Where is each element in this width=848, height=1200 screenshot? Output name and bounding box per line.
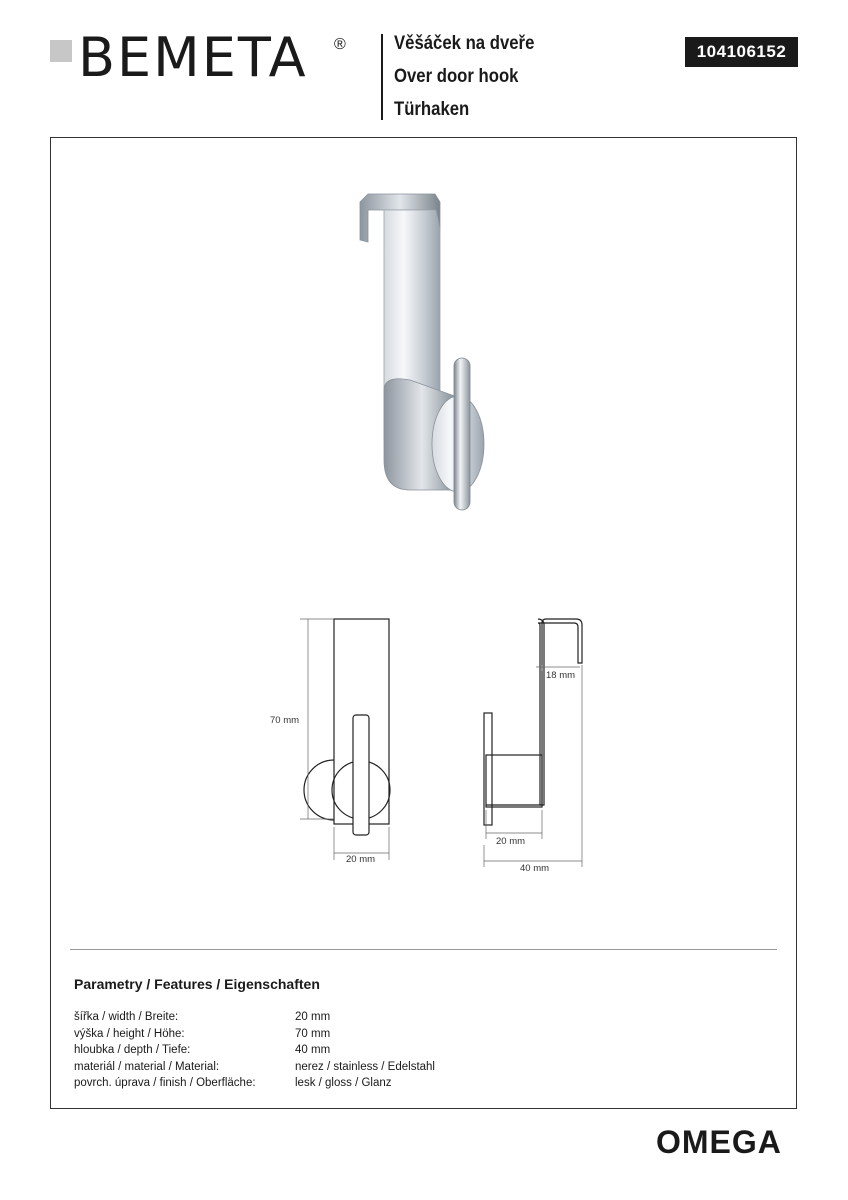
spec-label: výška / height / Höhe: (74, 1028, 185, 1040)
spec-label: povrch. úprava / finish / Oberfläche: (74, 1077, 256, 1089)
product-code-badge: 104106152 (685, 37, 798, 67)
dim-total-depth-label: 40 mm (520, 863, 550, 874)
features-divider (70, 949, 777, 950)
product-title-cs: Věšáček na dveře (394, 33, 535, 54)
side-view-rod (484, 713, 492, 825)
logo-accent-square (50, 40, 72, 62)
header-divider (381, 34, 383, 120)
spec-value: 40 mm (295, 1044, 331, 1056)
technical-drawing (250, 605, 610, 885)
spec-value: 20 mm (295, 1011, 331, 1023)
dim-height-label: 70 mm (270, 715, 300, 726)
registered-mark: ® (334, 36, 346, 53)
product-title-de: Türhaken (394, 99, 470, 120)
features-title: Parametry / Features / Eigenschaften (74, 976, 320, 992)
brand-logo: BEMETA (78, 26, 308, 89)
spec-value: nerez / stainless / Edelstahl (295, 1061, 435, 1073)
product-title-en: Over door hook (394, 66, 519, 87)
spec-label: materiál / material / Material: (74, 1061, 220, 1073)
product-photo (340, 190, 520, 520)
spec-label: šířka / width / Breite: (74, 1011, 179, 1023)
dim-gap-label: 18 mm (546, 670, 576, 681)
dim-base-depth-label: 20 mm (496, 836, 526, 847)
side-view-base (486, 755, 542, 807)
dim-width-label: 20 mm (346, 854, 376, 865)
spec-label: hloubka / depth / Tiefe: (74, 1044, 191, 1056)
series-name: OMEGA (656, 1124, 782, 1160)
spec-value: lesk / gloss / Glanz (295, 1077, 392, 1089)
spec-value: 70 mm (295, 1028, 331, 1040)
front-view-rod (353, 715, 369, 835)
